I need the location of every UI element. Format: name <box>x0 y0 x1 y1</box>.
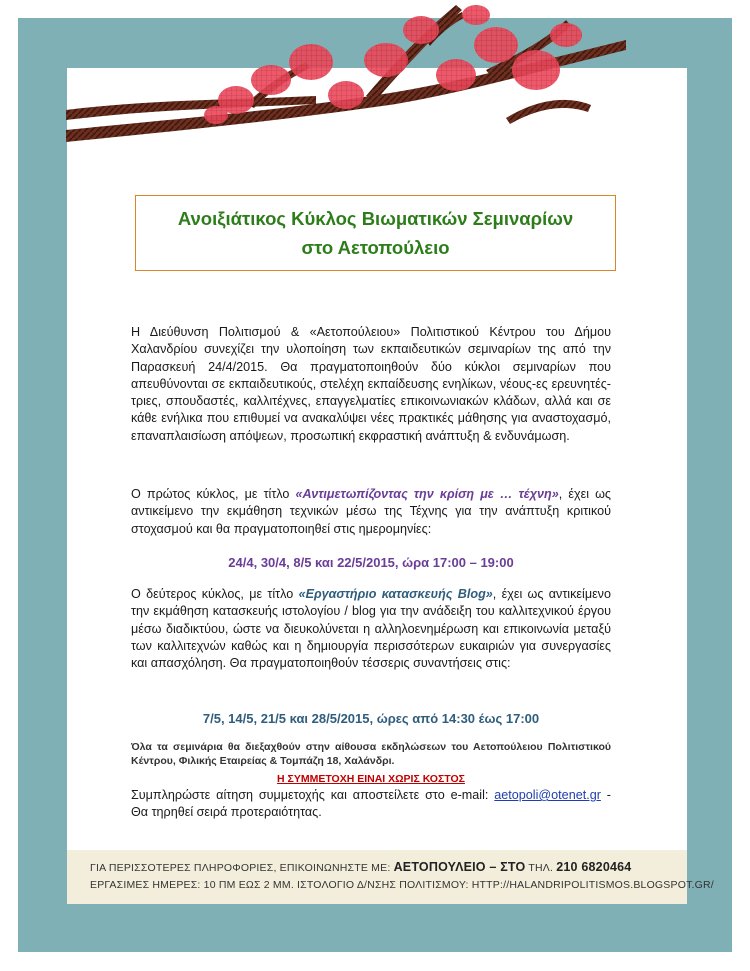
title-box <box>135 195 616 271</box>
cycle2-paragraph <box>131 586 611 672</box>
footer-tel-label: ΤΗΛ. <box>525 862 557 874</box>
register-pre: Συμπληρώστε αίτηση συμμετοχής και αποστείλετε στο e-mail: <box>131 788 495 802</box>
footer-band <box>67 850 687 904</box>
registration-note <box>131 787 611 822</box>
blossom-branch-illustration <box>66 0 626 150</box>
venue-note: Όλα τα σεμινάρια θα διεξαχθούν στην αίθουσα εκδηλώσεων του Αετοπούλειου Πολιτιστικού Κέντρου, Φιλικής Εταιρείας & Τομπάζη 18, Χαλάνδρι. <box>131 741 611 767</box>
cycle2-dates: 7/5, 14/5, 21/5 και 28/5/2015, ώρες από 14:30 έως 17:00 <box>202 711 540 726</box>
free-participation-note: Η ΣΥΜΜΕΤΟΧΗ ΕΙΝΑΙ ΧΩΡΙΣ ΚΟΣΤΟΣ <box>277 773 465 785</box>
footer-contact-name: ΑΕΤΟΠΟΥΛΕΙΟ – ΣΤΟ <box>393 860 526 874</box>
footer-phone: 210 6820464 <box>556 860 632 874</box>
cycle1-pre: Ο πρώτος κύκλος, με τίτλο <box>131 487 296 501</box>
cycle2-post: , έχει ως αντικείμενο την εκμάθηση κατασκευής ιστολογίου / blog για την ανάδειξη του καλλιτεχνικού έργου μέσω διαδικτύου, ώστε να διευκολύνεται η αλληλοενημέρωση και επικοινωνία μεταξύ των καλλιτεχνών καθώς και η δημιουργία περισσότερων ευκαιριών για συνεργασίες και απασχόληση. Θα πραγματοποιηθούν τέσσερις συναντήσεις στις: <box>131 587 611 671</box>
cycle1-dates: 24/4, 30/4, 8/5 και 22/5/2015, ώρα 17:00 – 19:00 <box>228 555 514 570</box>
cycle2-title: «Εργαστήριο κατασκευής Blog» <box>298 587 493 601</box>
cycle1-post: , έχει ως αντικείμενο την εκμάθηση τεχνικών μέσω της Τέχνης για την ανάπτυξη κριτικού στοχασμού και θα πραγματοποιηθεί στις ημερομηνίες: <box>131 487 611 536</box>
cycle1-title: «Αντιμετωπίζοντας την κρίση με … τέχνη» <box>295 487 559 501</box>
email-link[interactable]: aetopoli@otenet.gr <box>494 788 601 802</box>
title-line-2: στο Αετοπούλειο <box>301 237 450 258</box>
cycle2-pre: Ο δεύτερος κύκλος, με τίτλο <box>131 587 299 601</box>
footer-contact-line <box>90 860 631 874</box>
intro-paragraph: Η Διεύθυνση Πολιτισμού & «Αετοπούλειου» Πολιτιστικού Κέντρου του Δήμου Χαλανδρίου συνεχίζει την υλοποίηση των εκπαιδευτικών σεμιναρίων της από την Παρασκευή 24/4/2015. Θα πραγματοποιηθούν δύο κύκλοι σεμιναρίων που απευθύνονται σε εκπαιδευτικούς, στελέχη εκπαίδευσης ενηλίκων, νέους-ες ερευνητές-τριες, σπουδαστές, καλλιτέχνες, επαγγελματίες επικοινωνιακών κλάδων, αλλά και σε κάθε ενήλικα που επιθυμεί να ανακαλύψει νέες πρακτικές μάθησης για αναστοχασμό, επαναπλαισίωση απόψεων, προσωπική εκφραστική ανάπτυξη & ενδυνάμωση. <box>131 325 611 443</box>
title-line-1: Ανοιξιάτικος Κύκλος Βιωματικών Σεμιναρίων <box>177 208 574 229</box>
footer-contact-pre: ΓΙΑ ΠΕΡΙΣΣΟΤΕΡΕΣ ΠΛΗΡΟΦΟΡΙΕΣ, ΕΠΙΚΟΙΝΩΝΗΣΤΕ ΜΕ: <box>90 862 394 874</box>
cycle1-paragraph <box>131 486 611 538</box>
register-post: - Θα τηρηθεί σειρά προτεραιότητας. <box>131 788 611 820</box>
footer-hours-line: ΕΡΓΑΣΙΜΕΣ ΗΜΕΡΕΣ: 10 ΠΜ ΕΩΣ 2 ΜΜ. ΙΣΤΟΛΟΓΙΟ Δ/ΝΣΗΣ ΠΟΛΙΤΙΣΜΟΥ: HTTP://HALANDRIPOLITISMOS.BLOGSPOT.GR/ <box>90 879 714 891</box>
